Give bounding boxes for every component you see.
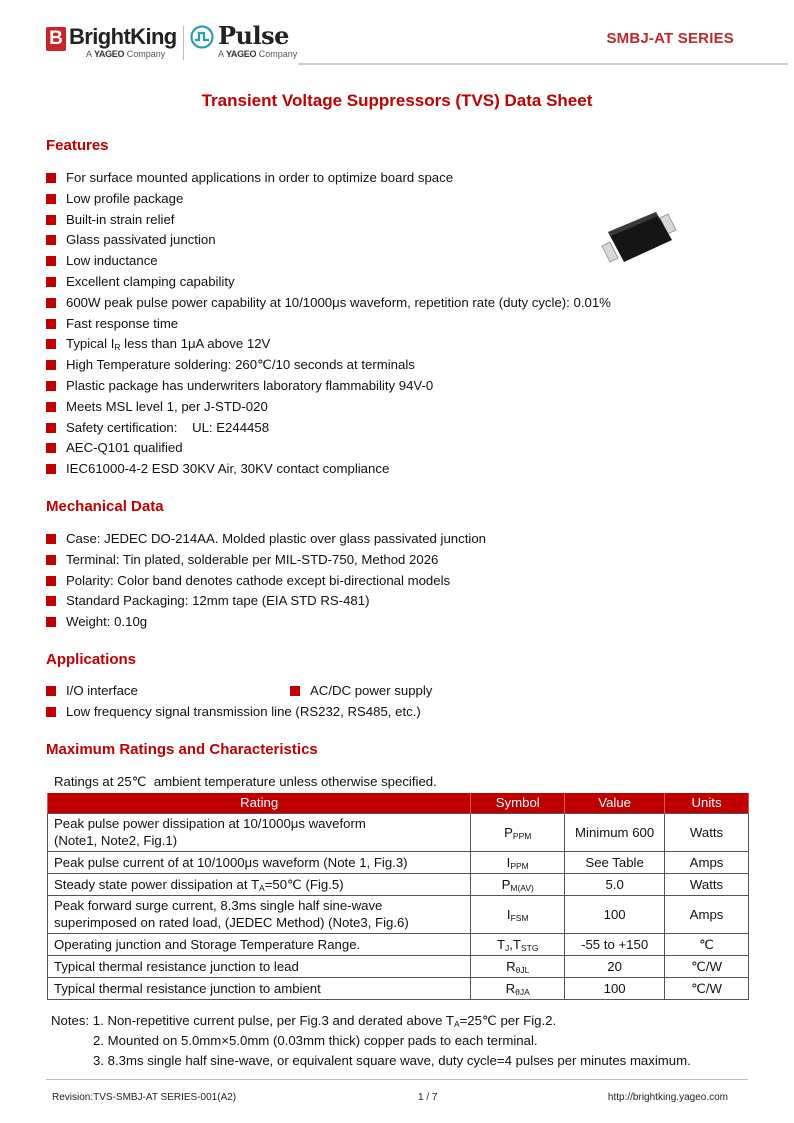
brightking-mark-icon: B <box>46 27 66 51</box>
note-text: Notes: 1. Non-repetitive current pulse, per Fig.3 and derated above T <box>51 1013 454 1028</box>
footer-page-number: 1 / 7 <box>418 1092 438 1103</box>
rating-cell: Typical thermal resistance junction to ambient <box>48 977 471 999</box>
rating-cell <box>48 895 471 933</box>
list-item <box>46 210 611 231</box>
bullet-icon <box>46 235 56 245</box>
item-text: AEC-Q101 qualified <box>66 440 183 456</box>
item-text: Fast response time <box>66 315 179 331</box>
table-header-row <box>48 793 749 813</box>
smb-package-image <box>598 208 680 268</box>
list-item <box>46 272 611 293</box>
bullet-icon <box>46 173 56 183</box>
list-item <box>46 314 611 335</box>
symbol-base: P <box>501 876 511 892</box>
symbol-base: P <box>504 824 513 840</box>
list-item <box>46 591 486 612</box>
rating-text: superimposed on rated load, (JEDEC Method) (Note3, Fig.6) <box>54 915 409 930</box>
applications-heading: Applications <box>46 651 137 668</box>
footer-url[interactable]: http://brightking.yageo.com <box>607 1092 728 1103</box>
item-text: Excellent clamping capability <box>66 273 235 289</box>
brightking-subtitle <box>86 49 165 59</box>
note-text: =25℃ per Fig.2. <box>459 1013 557 1028</box>
item-text: Weight: 0.10g <box>66 614 148 630</box>
item-text: Built-in strain relief <box>66 211 175 227</box>
sub-suffix: Company <box>258 49 298 59</box>
subscript: FSM <box>510 912 529 923</box>
list-item <box>46 681 138 702</box>
notes <box>51 1011 691 1071</box>
column-header-rating: Rating <box>48 793 471 813</box>
bullet-icon <box>290 686 300 696</box>
document-title: Transient Voltage Suppressors (TVS) Data Sheet <box>201 91 593 110</box>
bullet-icon <box>46 686 56 696</box>
subscript: R <box>114 342 121 353</box>
item-text: AC/DC power supply <box>310 683 433 698</box>
ratings-note: Ratings at 25℃ ambient temperature unless otherwise specified. <box>54 774 437 789</box>
features-list <box>46 168 611 480</box>
symbol-cell <box>471 851 565 873</box>
bullet-icon <box>46 596 56 606</box>
rating-text: =50℃ (Fig.5) <box>264 876 344 892</box>
item-text: Meets MSL level 1, per J-STD-020 <box>66 398 268 414</box>
note-3: 3. 8.3ms single half sine-wave, or equivalent square wave, duty cycle=4 pulses per minutes maximum. <box>93 1053 691 1068</box>
item-text: Polarity: Color band denotes cathode except bi-directional models <box>66 572 451 588</box>
pulse-subtitle <box>218 49 297 59</box>
sub-brand: YAGEO <box>94 49 125 59</box>
list-item <box>46 397 611 418</box>
list-item <box>46 189 611 210</box>
symbol-cell <box>471 895 565 933</box>
table-row <box>48 933 749 955</box>
subscript: A <box>453 1019 460 1029</box>
item-text: I/O interface <box>66 683 138 698</box>
bullet-icon <box>46 194 56 204</box>
value-cell: 100 <box>565 895 665 933</box>
bullet-icon <box>46 298 56 308</box>
bullet-icon <box>46 555 56 565</box>
table-row <box>48 873 749 895</box>
item-text: Low inductance <box>66 253 158 269</box>
value-cell: See Table <box>565 851 665 873</box>
symbol-base: I <box>506 854 511 870</box>
rating-cell: Peak pulse current of at 10/1000μs waveform (Note 1, Fig.3) <box>48 851 471 873</box>
units-cell: Amps <box>665 895 749 933</box>
item-text: Safety certification: UL: E244458 <box>66 419 270 435</box>
item-text: less than 1μA above 12V <box>120 336 271 352</box>
value-cell: 100 <box>565 977 665 999</box>
units-cell: ℃/W <box>665 955 749 977</box>
list-item <box>46 550 486 571</box>
subscript: θJA <box>515 986 530 997</box>
list-item <box>46 418 611 439</box>
item-text: Terminal: Tin plated, solderable per MIL-STD-750, Method 2026 <box>66 551 439 567</box>
ratings-heading: Maximum Ratings and Characteristics <box>46 741 318 758</box>
list-item <box>46 529 486 550</box>
note-1 <box>51 1011 691 1031</box>
list-item <box>290 681 432 702</box>
sub-suffix: Company <box>126 49 166 59</box>
sub-prefix: A <box>218 49 224 59</box>
rating-text: Peak pulse power dissipation at 10/1000μs waveform <box>54 816 366 831</box>
value-cell: 5.0 <box>565 873 665 895</box>
subscript: PPM <box>510 860 529 871</box>
rating-cell <box>48 813 471 851</box>
bullet-icon <box>46 576 56 586</box>
table-row <box>48 895 749 933</box>
bullet-icon <box>46 256 56 266</box>
bullet-icon <box>46 534 56 544</box>
subscript: PPM <box>512 830 532 841</box>
item-text: Typical I <box>66 336 115 352</box>
symbol-base: T <box>496 936 506 952</box>
note-2: 2. Mounted on 5.0mm×5.0mm (0.03mm thick) copper pads to each terminal. <box>93 1033 538 1048</box>
units-cell: ℃/W <box>665 977 749 999</box>
value-cell: 20 <box>565 955 665 977</box>
table-row <box>48 851 749 873</box>
subscript: STG <box>521 942 539 953</box>
list-item <box>46 459 611 480</box>
value-cell: -55 to +150 <box>565 933 665 955</box>
column-header-symbol: Symbol <box>471 793 565 813</box>
features-heading: Features <box>46 137 109 154</box>
units-cell: Amps <box>665 851 749 873</box>
pulse-mark-icon <box>190 25 214 49</box>
rating-cell: Operating junction and Storage Temperature Range. <box>48 933 471 955</box>
rating-text: Steady state power dissipation at T <box>54 876 260 892</box>
subscript: J <box>505 942 510 953</box>
symbol-cell <box>471 933 565 955</box>
item-text: For surface mounted applications in order to optimize board space <box>66 170 454 185</box>
bullet-icon <box>46 464 56 474</box>
value-cell: Minimum 600 <box>565 813 665 851</box>
column-header-units: Units <box>665 793 749 813</box>
bullet-icon <box>46 319 56 329</box>
sub-prefix: A <box>86 49 92 59</box>
bullet-icon <box>46 339 56 349</box>
item-text: Glass passivated junction <box>66 232 216 248</box>
item-text: High Temperature soldering: 260℃/10 seconds at terminals <box>66 357 415 373</box>
bullet-icon <box>46 617 56 627</box>
table-row <box>48 955 749 977</box>
page-header <box>46 20 748 64</box>
brightking-name: BrightKing <box>69 24 177 49</box>
column-header-value: Value <box>565 793 665 813</box>
symbol-base: R <box>505 980 516 996</box>
logo-divider <box>183 26 184 60</box>
symbol-base: ,T <box>509 936 521 952</box>
series-label: SMBJ-AT SERIES <box>606 30 734 47</box>
table-row <box>48 813 749 851</box>
list-item <box>46 376 611 397</box>
bullet-icon <box>46 381 56 391</box>
symbol-cell <box>471 813 565 851</box>
symbol-cell <box>471 873 565 895</box>
list-item <box>46 612 486 633</box>
list-item <box>46 230 611 251</box>
pulse-name: Pulse <box>218 21 289 50</box>
item-text: Low profile package <box>66 190 184 206</box>
symbol-cell <box>471 977 565 999</box>
applications-list <box>46 681 546 725</box>
bullet-icon <box>46 402 56 412</box>
table-row <box>48 977 749 999</box>
ratings-table <box>47 793 749 1000</box>
rating-text: (Note1, Note2, Fig.1) <box>54 833 178 848</box>
list-item <box>46 702 421 723</box>
header-rule <box>298 63 788 65</box>
list-item <box>46 355 611 376</box>
bullet-icon <box>46 360 56 370</box>
list-item <box>46 293 611 314</box>
bullet-icon <box>46 277 56 287</box>
subscript: A <box>259 882 265 893</box>
rating-cell: Typical thermal resistance junction to lead <box>48 955 471 977</box>
item-text: Plastic package has underwriters laboratory flammability 94V-0 <box>66 377 434 393</box>
list-item <box>46 168 611 189</box>
bullet-icon <box>46 423 56 433</box>
item-text: IEC61000-4-2 ESD 30KV Air, 30KV contact compliance <box>66 461 390 477</box>
mechanical-heading: Mechanical Data <box>46 498 164 515</box>
bullet-icon <box>46 707 56 717</box>
item-text: Standard Packaging: 12mm tape (EIA STD RS-481) <box>66 593 370 609</box>
rating-cell <box>48 873 471 895</box>
list-item <box>46 251 611 272</box>
symbol-base: I <box>506 906 511 922</box>
units-cell: ℃ <box>665 933 749 955</box>
symbol-cell <box>471 955 565 977</box>
list-item <box>46 571 486 592</box>
units-cell: Watts <box>665 873 749 895</box>
list-item <box>46 334 611 355</box>
bullet-icon <box>46 215 56 225</box>
item-text: Low frequency signal transmission line (RS232, RS485, etc.) <box>66 704 421 719</box>
subscript: M(AV) <box>510 882 534 893</box>
sub-brand: YAGEO <box>226 49 257 59</box>
footer-revision: Revision:TVS-SMBJ-AT SERIES-001(A2) <box>52 1092 237 1103</box>
subscript: θJL <box>515 964 530 975</box>
mechanical-list <box>46 529 486 633</box>
footer-rule <box>46 1079 748 1080</box>
list-item <box>46 438 611 459</box>
bullet-icon <box>46 443 56 453</box>
units-cell: Watts <box>665 813 749 851</box>
item-text: 600W peak pulse power capability at 10/1000μs waveform, repetition rate (duty cycle): 0.01% <box>66 294 611 310</box>
symbol-base: R <box>506 958 516 974</box>
rating-text: Peak forward surge current, 8.3ms single half sine-wave <box>54 898 383 913</box>
item-text: Case: JEDEC DO-214AA. Molded plastic over glass passivated junction <box>66 531 486 546</box>
